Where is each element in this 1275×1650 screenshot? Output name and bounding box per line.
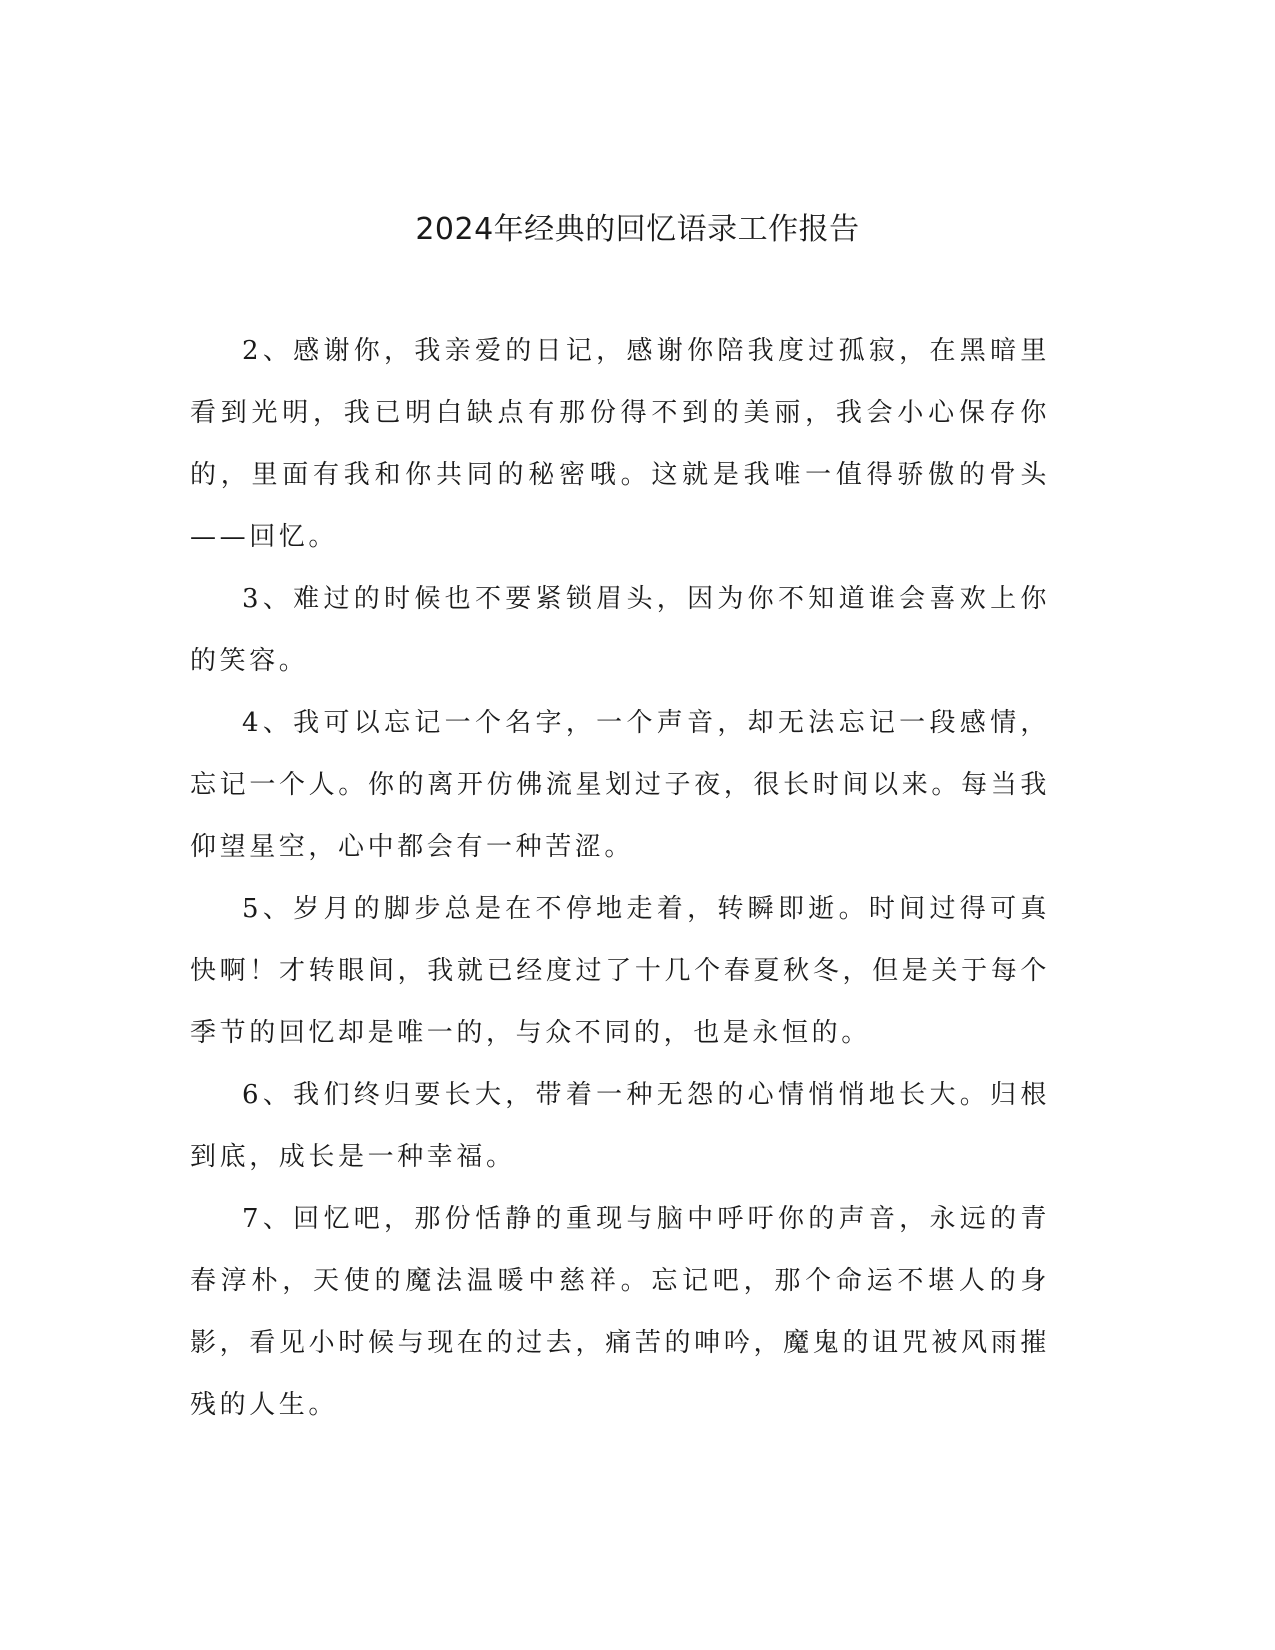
document-title: 2024年经典的回忆语录工作报告 bbox=[415, 212, 860, 247]
paragraph-3: 3、难过的时候也不要紧锁眉头，因为你不知道谁会喜欢上你的笑容。 bbox=[190, 584, 1050, 676]
paragraph-2: 2、感谢你，我亲爱的日记，感谢你陪我度过孤寂，在黑暗里看到光明，我已明白缺点有那份得不到的美丽，我会小心保存你的，里面有我和你共同的秘密哦。这就是我唯一值得骄傲的骨头——回忆。 bbox=[190, 336, 1050, 552]
paragraph-6: 6、我们终归要长大，带着一种无怨的心情悄悄地长大。归根到底，成长是一种幸福。 bbox=[190, 1080, 1050, 1172]
paragraph-7: 7、回忆吧，那份恬静的重现与脑中呼吁你的声音，永远的青春淳朴，天使的魔法温暖中慈祥。忘记吧，那个命运不堪人的身影，看见小时候与现在的过去，痛苦的呻吟，魔鬼的诅咒被风雨摧残的人生。 bbox=[190, 1204, 1050, 1420]
document-body bbox=[190, 320, 1050, 1436]
paragraph-5: 5、岁月的脚步总是在不停地走着，转瞬即逝。时间过得可真快啊！才转眼间，我就已经度过了十几个春夏秋冬，但是关于每个季节的回忆却是唯一的，与众不同的，也是永恒的。 bbox=[190, 894, 1050, 1048]
paragraph-4: 4、我可以忘记一个名字，一个声音，却无法忘记一段感情，忘记一个人。你的离开仿佛流星划过子夜，很长时间以来。每当我仰望星空，心中都会有一种苦涩。 bbox=[190, 708, 1050, 862]
